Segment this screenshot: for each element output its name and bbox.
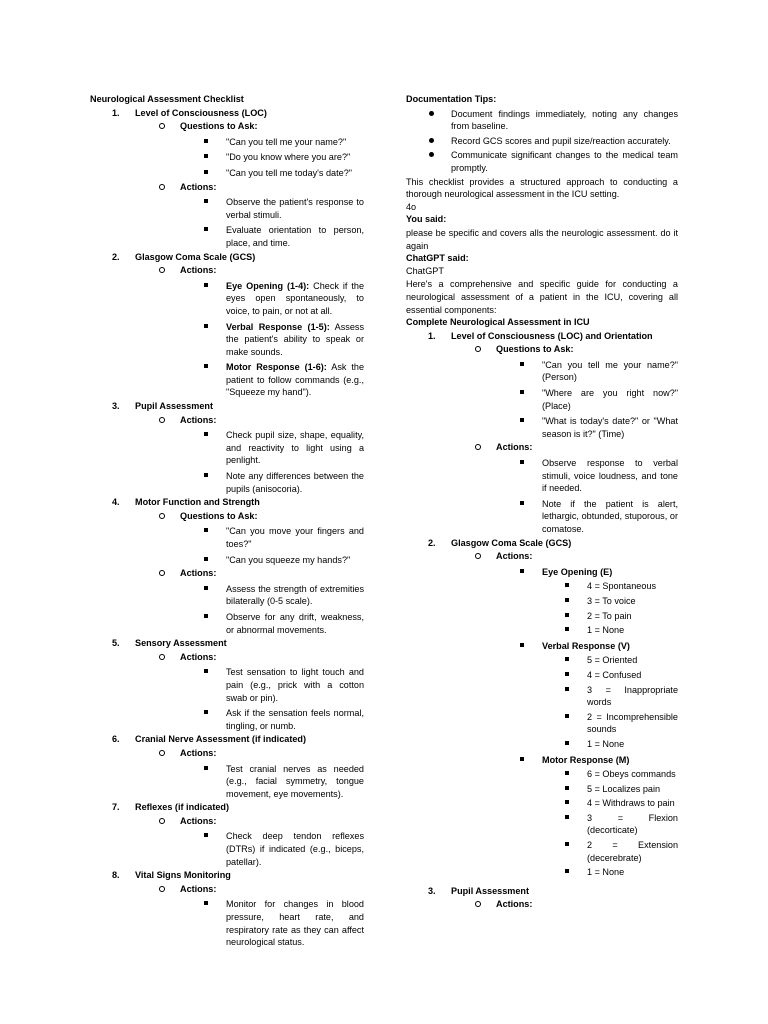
square-bullet-icon: [565, 741, 569, 745]
gcs-score-item: 2 = Extension (decerebrate): [406, 839, 678, 864]
group-label: Questions to Ask:: [90, 510, 364, 523]
checklist-item: Test cranial nerves as needed (e.g., facial symmetry, tongue movement, eye movements).: [90, 763, 364, 801]
gcs-score-item: 5 = Localizes pain: [406, 783, 678, 796]
checklist-item: Assess the strength of extremities bilaterally (0-5 scale).: [90, 583, 364, 608]
section-number: 8.: [112, 870, 120, 881]
section-heading: [90, 733, 364, 746]
section-number: 2.: [112, 251, 120, 262]
model-label: 4o: [406, 201, 417, 212]
checklist-item: "Can you move your fingers and toes?": [90, 525, 364, 550]
checklist-item: Evaluate orientation to person, place, and time.: [90, 224, 364, 249]
action-item: Observe response to verbal stimuli, voice loudness, and tone if needed.: [406, 457, 678, 495]
section-heading: 3. Pupil Assessment: [428, 885, 529, 896]
circle-bullet-icon: [159, 818, 165, 824]
section-title: Level of Consciousness (LOC): [135, 107, 267, 118]
chatgpt-said-label: ChatGPT said:: [406, 253, 469, 264]
checklist-sections: [90, 107, 364, 949]
checklist-item: Note any differences between the pupils (anisocoria).: [90, 470, 364, 495]
circle-bullet-icon: [159, 417, 165, 423]
square-bullet-icon: [204, 614, 208, 618]
checklist-item: "Can you squeeze my hands?": [90, 554, 364, 567]
square-bullet-icon: [204, 432, 208, 436]
group-label: Actions:: [406, 898, 678, 911]
section-title: Glasgow Coma Scale (GCS): [135, 251, 256, 262]
square-bullet-icon: [204, 154, 208, 158]
square-bullet-icon: [565, 598, 569, 602]
section-heading: [90, 251, 364, 264]
section-heading: 2. Glasgow Coma Scale (GCS): [428, 537, 572, 548]
checklist-item: "Do you know where you are?": [90, 151, 364, 164]
group-label: Actions:: [90, 567, 364, 580]
gcs-score-item: 4 = Spontaneous: [406, 580, 678, 593]
bullet-icon: [429, 138, 434, 143]
gcs-score-item: 4 = Confused: [406, 669, 678, 682]
circle-bullet-icon: [159, 267, 165, 273]
checklist-item: Eye Opening (1-4): Check if the eyes open spontaneously, to voice, to pain, or not at all.: [90, 280, 364, 318]
circle-bullet-icon: [159, 750, 165, 756]
square-bullet-icon: [204, 901, 208, 905]
section-heading: [90, 107, 364, 120]
action-item: Note if the patient is alert, lethargic, obtunded, stuporous, or comatose.: [406, 498, 678, 536]
square-bullet-icon: [204, 139, 208, 143]
gcs-motor-heading: Motor Response (M): [406, 754, 678, 767]
user-prompt-text: please be specific and covers alls the neurologic assessment. do it again: [406, 227, 678, 251]
group-label: Actions:: [90, 883, 364, 896]
tip-item: Communicate significant changes to the medical team promptly.: [406, 149, 678, 174]
square-bullet-icon: [565, 869, 569, 873]
square-bullet-icon: [565, 815, 569, 819]
gcs-score-item: 3 = Inappropriate words: [406, 684, 678, 709]
square-bullet-icon: [204, 710, 208, 714]
square-bullet-icon: [565, 672, 569, 676]
checklist-item: Ask if the sensation feels normal, tingling, or numb.: [90, 707, 364, 732]
gcs-score-item: 3 = To voice: [406, 595, 678, 608]
circle-bullet-icon: [475, 901, 481, 907]
square-bullet-icon: [565, 687, 569, 691]
square-bullet-icon: [204, 586, 208, 590]
checklist-item: Observe the patient's response to verbal stimuli.: [90, 196, 364, 221]
group-label: Actions:: [406, 550, 678, 563]
square-bullet-icon: [565, 800, 569, 804]
guide-title: Complete Neurological Assessment in ICU: [406, 317, 590, 328]
section-heading: [90, 496, 364, 509]
summary-text: This checklist provides a structured approach to conducting a thorough neurological assessment in the ICU setting.: [406, 176, 678, 200]
bullet-icon: [429, 111, 434, 116]
section-title: Pupil Assessment: [135, 401, 213, 412]
gcs-score-item: 4 = Withdraws to pain: [406, 797, 678, 810]
tip-item: Document findings immediately, noting any changes from baseline.: [406, 108, 678, 133]
section-number: 5.: [112, 638, 120, 649]
square-bullet-icon: [520, 757, 524, 761]
group-label: Actions:: [90, 181, 364, 194]
square-bullet-icon: [565, 771, 569, 775]
section-number: 3.: [112, 401, 120, 412]
square-bullet-icon: [565, 583, 569, 587]
checklist-item: Observe for any drift, weakness, or abnormal movements.: [90, 611, 364, 636]
checklist-item: Motor Response (1-6): Ask the patient to follow commands (e.g., "Squeeze my hand").: [90, 361, 364, 399]
gcs-eye-heading: Eye Opening (E): [406, 566, 678, 579]
circle-bullet-icon: [159, 654, 165, 660]
square-bullet-icon: [204, 170, 208, 174]
square-bullet-icon: [204, 227, 208, 231]
question-item: "Can you tell me your name?" (Person): [406, 359, 678, 384]
question-item: "What is today's date?" or "What season is it?" (Time): [406, 415, 678, 440]
section-title: Sensory Assessment: [135, 638, 227, 649]
gcs-score-item: 1 = None: [406, 738, 678, 751]
checklist-item: Check deep tendon reflexes (DTRs) if indicated (e.g., biceps, patellar).: [90, 830, 364, 868]
checklist-item: Test sensation to light touch and pain (e.g., prick with a cotton swab or pin).: [90, 666, 364, 704]
gcs-score-item: 5 = Oriented: [406, 654, 678, 667]
square-bullet-icon: [204, 364, 208, 368]
circle-bullet-icon: [475, 346, 481, 352]
square-bullet-icon: [204, 324, 208, 328]
gcs-score-item: 6 = Obeys commands: [406, 768, 678, 781]
section-heading: [90, 801, 364, 814]
circle-bullet-icon: [159, 184, 165, 190]
gcs-score-item: 2 = To pain: [406, 610, 678, 623]
checklist-item: Verbal Response (1-5): Assess the patient's ability to speak or make sounds.: [90, 321, 364, 359]
section-heading: [90, 869, 364, 882]
square-bullet-icon: [520, 501, 524, 505]
circle-bullet-icon: [159, 886, 165, 892]
gcs-score-item: 2 = Incomprehensible sounds: [406, 711, 678, 736]
checklist-item: "Can you tell me today's date?": [90, 167, 364, 180]
you-said-label: You said:: [406, 214, 447, 225]
section-title: Motor Function and Strength: [135, 497, 260, 508]
square-bullet-icon: [565, 786, 569, 790]
circle-bullet-icon: [159, 513, 165, 519]
group-label: Questions to Ask:: [406, 343, 678, 356]
checklist-item: Check pupil size, shape, equality, and reactivity to light using a penlight.: [90, 429, 364, 467]
square-bullet-icon: [520, 569, 524, 573]
square-bullet-icon: [565, 613, 569, 617]
square-bullet-icon: [565, 714, 569, 718]
group-label: Actions:: [90, 414, 364, 427]
section-heading: [90, 637, 364, 650]
chatgpt-name: ChatGPT: [406, 265, 444, 276]
section-number: 1.: [112, 107, 120, 118]
section-title: Reflexes (if indicated): [135, 802, 229, 813]
circle-bullet-icon: [475, 553, 481, 559]
gcs-score-item: 1 = None: [406, 624, 678, 637]
square-bullet-icon: [204, 833, 208, 837]
circle-bullet-icon: [475, 444, 481, 450]
square-bullet-icon: [520, 362, 524, 366]
intro-text: Here's a comprehensive and specific guide for conducting a neurological assessment of a patient in the ICU, covering all essential components:: [406, 279, 678, 315]
square-bullet-icon: [204, 557, 208, 561]
section-title: Vital Signs Monitoring: [135, 870, 231, 881]
checklist-item: "Can you tell me your name?": [90, 136, 364, 149]
square-bullet-icon: [520, 390, 524, 394]
group-label: Actions:: [90, 264, 364, 277]
bullet-icon: [429, 152, 434, 157]
left-column: [90, 93, 364, 949]
group-label: Actions:: [90, 651, 364, 664]
section-number: 6.: [112, 734, 120, 745]
square-bullet-icon: [204, 199, 208, 203]
circle-bullet-icon: [159, 570, 165, 576]
gcs-verbal-heading: Verbal Response (V): [406, 640, 678, 653]
checklist-title: Neurological Assessment Checklist: [90, 94, 244, 104]
section-heading: [90, 400, 364, 413]
square-bullet-icon: [565, 657, 569, 661]
square-bullet-icon: [565, 842, 569, 846]
tips-title: Documentation Tips:: [406, 94, 497, 104]
gcs-score-item: 3 = Flexion (decorticate): [406, 812, 678, 837]
tip-item: Record GCS scores and pupil size/reaction accurately.: [406, 135, 678, 148]
section-title: Cranial Nerve Assessment (if indicated): [135, 734, 306, 745]
square-bullet-icon: [520, 460, 524, 464]
square-bullet-icon: [520, 643, 524, 647]
group-label: Actions:: [90, 747, 364, 760]
checklist-item: Monitor for changes in blood pressure, heart rate, and respiratory rate as they can affect neurological status.: [90, 898, 364, 948]
section-number: 7.: [112, 802, 120, 813]
square-bullet-icon: [204, 766, 208, 770]
square-bullet-icon: [520, 418, 524, 422]
square-bullet-icon: [204, 473, 208, 477]
question-item: "Where are you right now?" (Place): [406, 387, 678, 412]
square-bullet-icon: [204, 528, 208, 532]
group-label: Questions to Ask:: [90, 120, 364, 133]
section-number: 4.: [112, 497, 120, 508]
square-bullet-icon: [204, 283, 208, 287]
right-column: [406, 93, 678, 911]
group-label: Actions:: [90, 815, 364, 828]
circle-bullet-icon: [159, 123, 165, 129]
section-heading: 1. Level of Consciousness (LOC) and Orientation: [428, 330, 653, 341]
square-bullet-icon: [565, 627, 569, 631]
gcs-score-item: 1 = None: [406, 866, 678, 879]
group-label: Actions:: [406, 441, 678, 454]
square-bullet-icon: [204, 669, 208, 673]
